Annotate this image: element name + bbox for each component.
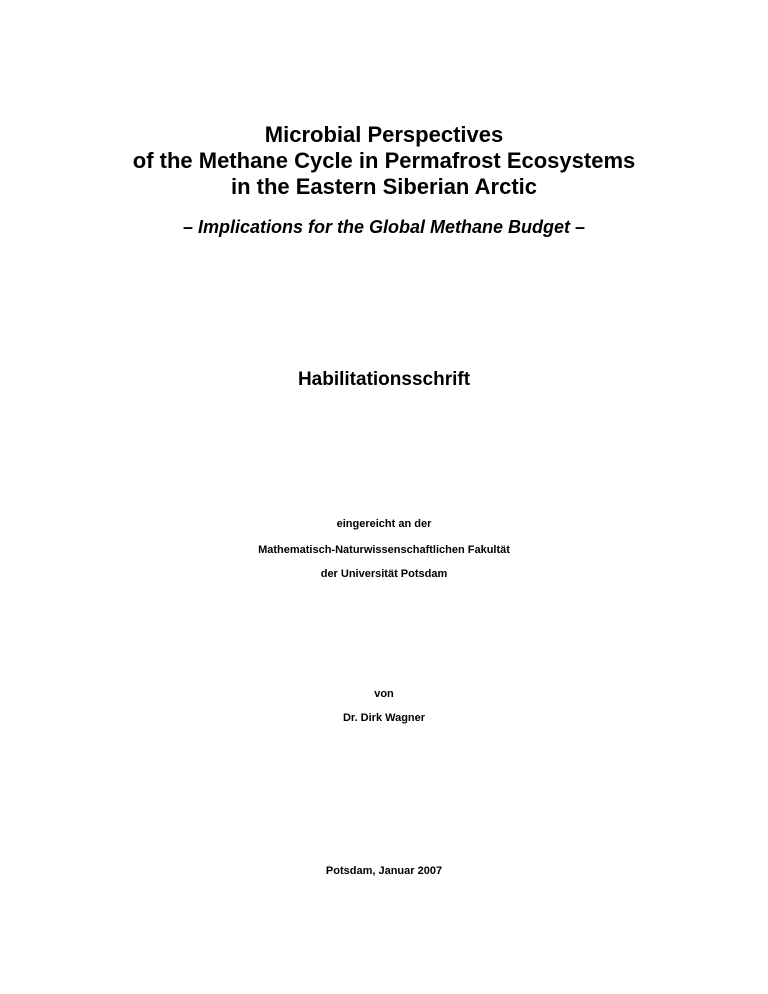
author-name: Dr. Dirk Wagner — [342, 712, 426, 724]
submission-line-1: eingereicht an der — [336, 518, 432, 530]
title-line-2: of the Methane Cycle in Permafrost Ecosystems — [132, 148, 636, 173]
title-line-3: in the Eastern Siberian Arctic — [230, 174, 538, 199]
submission-line-3: der Universität Potsdam — [320, 568, 448, 580]
author-prefix: von — [374, 688, 394, 700]
title-line-1: Microbial Perspectives — [264, 122, 504, 147]
subtitle: – Implications for the Global Methane Budget – — [182, 217, 586, 237]
place-date: Potsdam, Januar 2007 — [325, 865, 443, 877]
submission-line-2: Mathematisch-Naturwissenschaftlichen Fakultät — [258, 544, 510, 556]
document-type: Habilitationsschrift — [297, 369, 471, 390]
